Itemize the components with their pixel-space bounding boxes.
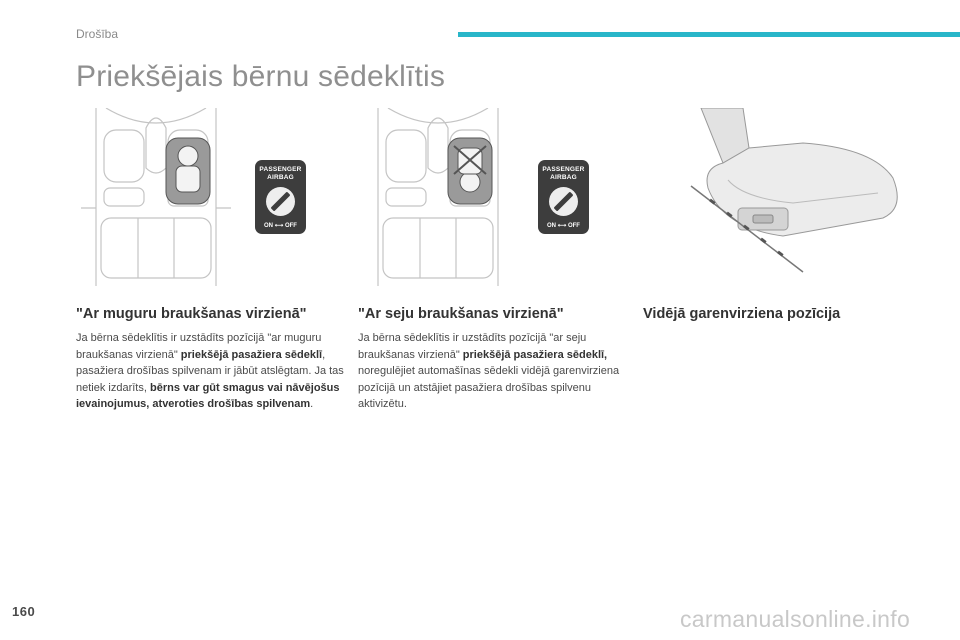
car-rear-facing-illustration: [76, 108, 236, 286]
seat-longitudinal-position-illustration: [683, 108, 903, 278]
middle-position-heading: Vidējā garenvirziena pozīcija: [643, 306, 841, 322]
rear-facing-paragraph: [76, 330, 346, 413]
watermark: carmanualsonline.info: [680, 606, 911, 632]
text-run: Ja bērna sēdeklītis ir uzstādīts pozīcijā "ar seju braukšanas virzienā": [358, 332, 587, 361]
airbag-key-switch-icon: [266, 187, 295, 216]
passenger-airbag-on-indicator: [538, 160, 589, 234]
text-run-bold: priekšējā pasažiera sēdeklī: [180, 348, 323, 361]
child-figure: [178, 146, 198, 166]
passenger-airbag-off-indicator: [255, 160, 306, 234]
page-number: 160: [12, 604, 36, 619]
airbag-off-label: OFF: [567, 223, 580, 229]
airbag-off-label: OFF: [284, 223, 297, 229]
rear-facing-heading: "Ar muguru braukšanas virzienā": [76, 306, 307, 322]
child-figure: [460, 172, 480, 192]
text-run-bold: bērns var gūt smagus vai nāvējošus ievainojumus, atveroties drošības spilvenam: [76, 381, 340, 410]
airbag-label-line2: AIRBAG: [550, 173, 577, 181]
header-accent-bar: [458, 32, 960, 37]
airbag-label-line1: PASSENGER: [259, 166, 302, 173]
page-title: Priekšējais bērnu sēdeklītis: [76, 60, 446, 93]
text-run: noregulējiet automašīnas sēdekli vidējā garenvirziena pozīcijā un atstājiet pasažiera drošības spilvenu aktivizētu.: [358, 365, 620, 410]
double-arrow-icon: ⟷: [274, 223, 284, 229]
text-run-bold: priekšējā pasažiera sēdeklī,: [462, 348, 608, 361]
airbag-label-line2: AIRBAG: [267, 173, 294, 181]
text-run: Ja bērna sēdeklītis ir uzstādīts pozīcijā "ar muguru braukšanas virzienā": [76, 332, 322, 361]
airbag-label-line1: PASSENGER: [542, 166, 585, 173]
car-forward-facing-illustration: [358, 108, 518, 286]
section-label: Drošība: [76, 27, 119, 41]
airbag-on-label: ON: [264, 223, 274, 229]
text-run: , pasažiera drošības spilvenam ir jābūt atslēgtam. Ja tas netiek izdarīts,: [76, 348, 344, 394]
forward-facing-paragraph: [358, 330, 628, 413]
airbag-on-label: ON: [547, 223, 557, 229]
text-run: .: [310, 398, 314, 410]
forward-facing-heading: "Ar seju braukšanas virzienā": [358, 306, 564, 322]
double-arrow-icon: ⟷: [557, 223, 567, 229]
airbag-key-switch-icon: [549, 187, 578, 216]
